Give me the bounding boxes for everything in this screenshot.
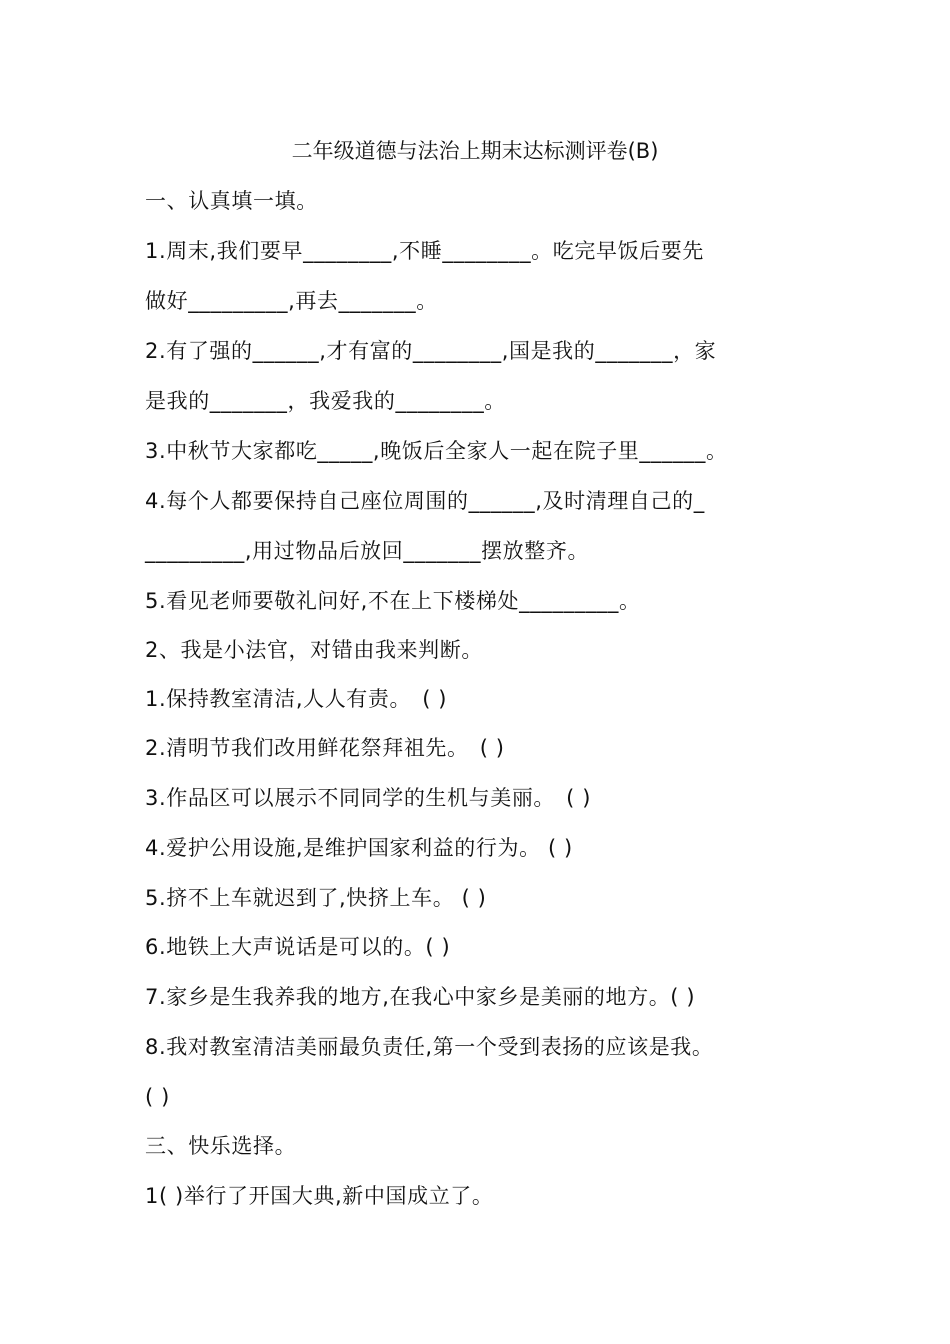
question-line: 2.清明节我们改用鲜花祭拜祖先。 ( ) [145,736,505,760]
question-line: 1( )举行了开国大典,新中国成立了。 [145,1184,494,1208]
question-line: 5.挤不上车就迟到了,快挤上车。 ( ) [145,886,487,910]
question-line: 3.作品区可以展示不同同学的生机与美丽。 ( ) [145,786,591,810]
question-line: 7.家乡是生我养我的地方,在我心中家乡是美丽的地方。( ) [145,985,696,1009]
question-line: 1.保持教室清洁,人人有责。 ( ) [145,687,448,711]
question-line: 4.每个人都要保持自己座位周围的______,及时清理自己的_ [145,489,705,513]
section-heading-judge: 2、我是小法官，对错由我来判断。 [145,638,483,662]
question-line: 是我的_______，我爱我的________。 [145,389,506,413]
question-line: 1.周末,我们要早________,不睡________。吃完早饭后要先 [145,239,704,263]
question-line: _________,用过物品后放回_______摆放整齐。 [145,539,590,563]
question-line: 8.我对教室清洁美丽最负责任,第一个受到表扬的应该是我。 [145,1035,714,1059]
question-line: 3.中秋节大家都吃_____,晚饭后全家人一起在院子里______。 [145,439,728,463]
section-heading-fill-in: 一、认真填一填。 [145,189,318,213]
question-line: 2.有了强的______,才有富的________,国是我的_______，家 [145,339,717,363]
question-line: 做好_________,再去_______。 [145,289,438,313]
question-line: 5.看见老师要敬礼问好,不在上下楼梯处_________。 [145,589,641,613]
question-line: 4.爱护公用设施,是维护国家利益的行为。 ( ) [145,836,573,860]
section-heading-choice: 三、快乐选择。 [145,1134,297,1158]
question-line: 6.地铁上大声说话是可以的。( ) [145,935,451,959]
question-line: ( ) [145,1085,170,1109]
page-title: 二年级道德与法治上期末达标测评卷(B) [291,139,659,163]
